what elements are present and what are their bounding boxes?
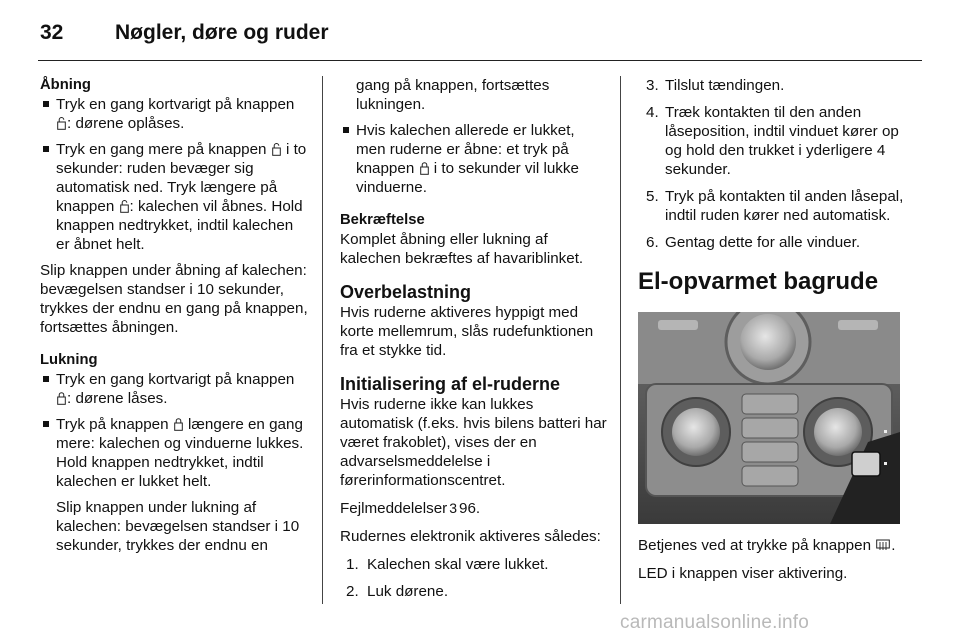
step-1: 1. Kalechen skal være lukket. [346, 556, 549, 573]
step-4: 4. Træk kontakten til den anden låseposition, indtil vinduet kører op og hold den trukket i yderligere 4 sekunder. [646, 104, 899, 178]
step-5: 5. Tryk på kontakten til anden låsepal, indtil ruden kører ned automatisk. [646, 188, 904, 224]
elektronik-text: Rudernes elektronik aktiveres således: [340, 528, 601, 545]
lukning-bullet-1: Tryk en gang kortvarigt på knappen : dørene låses. [40, 370, 308, 408]
page-title: Nøgler, døre og ruder [115, 21, 329, 44]
lukning-bullet-2: Tryk på knappen længere en gang mere: kalechen og vinduerne lukkes. Hold knappen nedtrykket, indtil kalechen er lukket helt. [40, 415, 308, 491]
bekraeftelse-heading: Bekræftelse [340, 212, 425, 228]
unlock-icon [57, 117, 66, 130]
rear-window-control-panel-photo [638, 312, 900, 524]
column-1 [40, 76, 308, 562]
led-text: LED i knappen viser aktivering. [638, 565, 848, 582]
overbelastning-text: Hvis ruderne aktiveres hyppigt med korte mellemrum, slås rudefunktionen fra et stykke tid. [340, 304, 594, 359]
page-header [40, 18, 329, 48]
abning-bullet-2: Tryk en gang mere på knappen i to sekunder: ruden bevæger sig automatisk ned. Tryk længere på knappen : kalechen vil åbnes. Hold knappen nedtrykket, indtil kalechen er åbnet helt. [40, 140, 308, 254]
watermark: carmanualsonline.info [620, 612, 810, 633]
step-3: 3. Tilslut tændingen. [646, 77, 785, 94]
column-2 [340, 76, 608, 609]
section-heading: El-opvarmet bagrude [638, 268, 879, 295]
fejlmeddelelser-reference: Fejlmeddelelser 3 96. [340, 500, 481, 517]
page-reference-link[interactable]: 96 [459, 500, 476, 517]
overbelastning-heading: Overbelastning [340, 282, 472, 302]
lock-icon [57, 392, 66, 405]
betjenes-text: Betjenes ved at trykke på knappen . [638, 537, 896, 554]
arrow-reference-icon: 3 [449, 500, 457, 516]
abning-paragraph: Slip knappen under åbning af kalechen: bevægelsen standser i 10 sekunder, trykkes der endnu en gang på knappen, fortsættes åbningen. [40, 262, 308, 336]
page-number: 32 [40, 21, 64, 44]
lock-icon [420, 162, 429, 175]
unlock-icon [272, 143, 281, 156]
lukning-heading: Lukning [40, 352, 98, 368]
lock-icon [174, 418, 183, 431]
unlock-icon [120, 200, 129, 213]
column-3 [638, 76, 906, 592]
step-6: 6. Gentag dette for alle vinduer. [646, 234, 861, 251]
abning-heading: Åbning [40, 77, 91, 93]
lukning-continuation: gang på knappen, fortsættes lukningen. [356, 77, 550, 113]
initialisering-text: Hvis ruderne ikke kan lukkes automatisk (f.eks. hvis bilens batteri har været frakoblet), vises der en advarselsmeddelelse i førerinformationscentret. [340, 396, 607, 489]
column-divider-1 [322, 76, 323, 604]
lukning-sub-paragraph: Slip knappen under lukning af kalechen: bevægelsen standser i 10 sekunder, trykkes der endnu en [56, 499, 300, 554]
bekraeftelse-text: Komplet åbning eller lukning af kalechen bekræftes af havariblinket. [340, 231, 584, 267]
rear-window-heater-icon [876, 539, 890, 552]
initialisering-heading: Initialisering af el-ruderne [340, 374, 561, 394]
step-2: 2. Luk dørene. [346, 583, 449, 600]
kalechen-lukket-bullet: Hvis kalechen allerede er lukket, men ruderne er åbne: et tryk på knappen i to sekunder vil lukke vinduerne. [340, 121, 608, 197]
abning-bullet-1: Tryk en gang kortvarigt på knappen : dørene oplåses. [40, 95, 308, 133]
header-rule [38, 60, 922, 61]
column-divider-2 [620, 76, 621, 604]
